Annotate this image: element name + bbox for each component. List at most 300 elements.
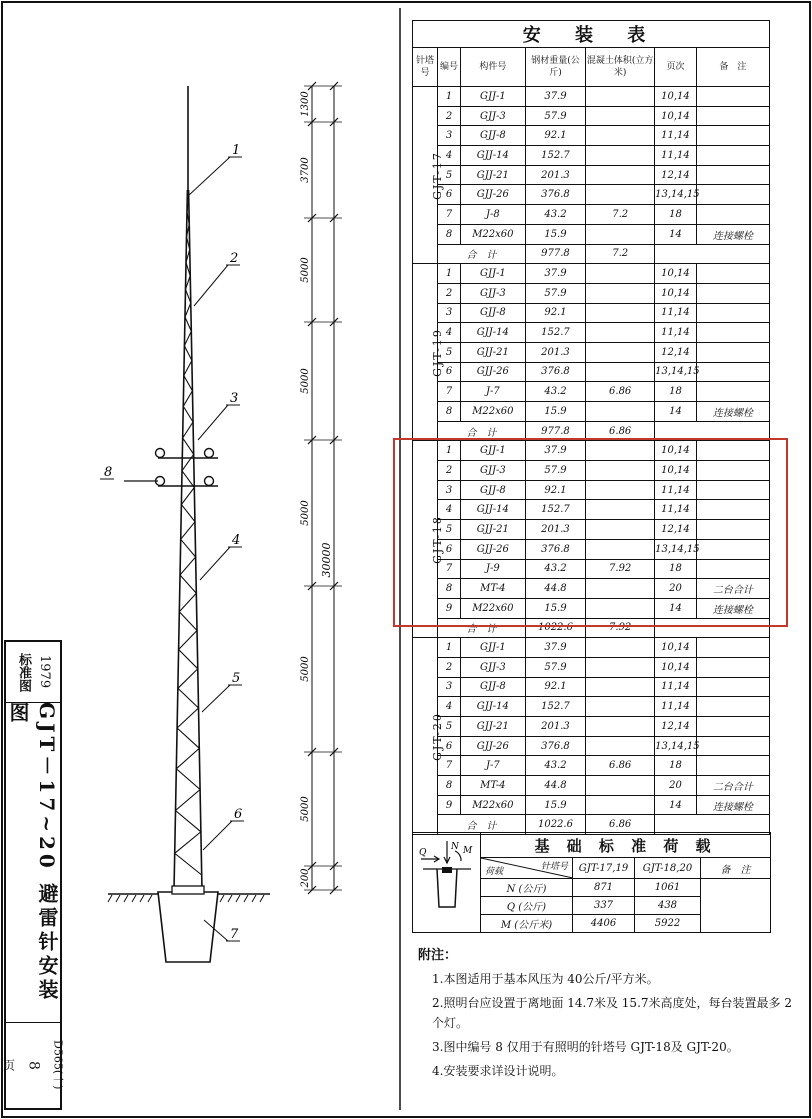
page-ref: 18 — [655, 382, 697, 402]
base-plate — [172, 886, 204, 894]
part-number: GJJ-3 — [461, 461, 526, 481]
part-labels — [100, 143, 244, 942]
page-ref: 12,14 — [655, 717, 697, 737]
col-gjt-17-19: GJT-17,19 — [573, 858, 635, 879]
remark: 二台合计 — [696, 579, 769, 599]
page-ref: 12,14 — [655, 520, 697, 540]
remark — [696, 677, 769, 697]
tower-code: GJT-20 — [430, 711, 444, 761]
steel-weight: 37.9 — [525, 441, 586, 461]
concrete-volume — [586, 795, 655, 815]
item-number: 8 — [438, 776, 461, 796]
steel-weight: 57.9 — [525, 657, 586, 677]
item-number: 8 — [438, 579, 461, 599]
row-label-n: N (公斤) — [481, 879, 573, 897]
page-ref: 11,14 — [655, 697, 697, 717]
concrete-volume — [586, 342, 655, 362]
ground-hatch — [244, 895, 248, 902]
page-ref: 10,14 — [655, 106, 697, 126]
steel-weight: 92.1 — [525, 126, 586, 146]
drawing-code: D565(一) — [51, 1040, 65, 1090]
page-ref: 11,14 — [655, 480, 697, 500]
notes-heading: 附注： — [418, 948, 458, 963]
part-number: M22x60 — [461, 402, 526, 422]
row-label-m: M (公斤米) — [481, 915, 573, 933]
steel-weight: 376.8 — [525, 539, 586, 559]
table-row — [413, 657, 770, 677]
remark — [696, 657, 769, 677]
lamp-icon — [156, 449, 165, 458]
col-number: 编号 — [438, 48, 461, 87]
steel-weight: 43.2 — [525, 756, 586, 776]
steel-weight: 376.8 — [525, 736, 586, 756]
row-label-q: Q (公斤) — [481, 897, 573, 915]
concrete-volume: 7.92 — [586, 559, 655, 579]
leader-line — [202, 685, 230, 712]
table-row — [413, 342, 770, 362]
concrete-volume — [586, 264, 655, 284]
ground-hatch — [108, 895, 112, 902]
install-table — [412, 20, 770, 835]
remark — [696, 382, 769, 402]
page-ref: 10,14 — [655, 87, 697, 107]
part-number: GJJ-26 — [461, 362, 526, 382]
item-number: 3 — [438, 126, 461, 146]
part-number-label: 2 — [230, 251, 239, 266]
n-remark — [701, 879, 771, 933]
code-cell — [1, 1022, 65, 1108]
steel-weight: 43.2 — [525, 559, 586, 579]
part-number: MT-4 — [461, 579, 526, 599]
part-number: GJJ-8 — [461, 303, 526, 323]
concrete-volume: 6.86 — [586, 756, 655, 776]
q-value-17-19: 337 — [573, 897, 635, 915]
part-number: GJJ-8 — [461, 126, 526, 146]
item-number: 3 — [438, 303, 461, 323]
part-number-label: 8 — [104, 465, 113, 480]
standard-cell — [6, 642, 60, 703]
n-value-18-20: 1061 — [635, 879, 701, 897]
table-row — [413, 87, 770, 107]
page-ref: 14 — [655, 402, 697, 422]
item-number: 6 — [438, 736, 461, 756]
q-value-18-20: 438 — [635, 897, 701, 915]
item-number: 2 — [438, 461, 461, 481]
part-number: J-8 — [461, 205, 526, 225]
notes-section — [418, 944, 803, 1085]
table-row — [413, 795, 770, 815]
table-row — [413, 362, 770, 382]
foundation-icon-cell — [413, 833, 481, 933]
lamp-icon — [205, 477, 214, 486]
remark — [696, 323, 769, 343]
table-row — [413, 185, 770, 205]
remark: 连接螺栓 — [696, 224, 769, 244]
n-value-17-19: 871 — [573, 879, 635, 897]
table-row — [413, 283, 770, 303]
part-number: GJJ-26 — [461, 736, 526, 756]
part-number: GJJ-14 — [461, 146, 526, 166]
col-part: 构件号 — [461, 48, 526, 87]
col-gjt-18-20: GJT-18,20 — [635, 858, 701, 879]
item-number: 3 — [438, 677, 461, 697]
part-number-label: 6 — [234, 807, 243, 822]
ground-hatch — [252, 895, 256, 902]
page-ref: 20 — [655, 776, 697, 796]
steel-weight: 57.9 — [525, 461, 586, 481]
concrete-volume — [586, 638, 655, 658]
page-ref: 11,14 — [655, 126, 697, 146]
concrete-volume — [586, 87, 655, 107]
part-number: GJJ-14 — [461, 697, 526, 717]
part-number: GJJ-1 — [461, 264, 526, 284]
steel-weight: 201.3 — [525, 165, 586, 185]
page-ref: 14 — [655, 795, 697, 815]
part-number: J-9 — [461, 559, 526, 579]
steel-weight: 15.9 — [525, 598, 586, 618]
part-number: GJJ-21 — [461, 520, 526, 540]
page-ref: 10,14 — [655, 461, 697, 481]
steel-weight: 92.1 — [525, 303, 586, 323]
total-concrete-volume: 7.2 — [586, 244, 655, 264]
item-number: 2 — [438, 283, 461, 303]
year-label: 1979 — [37, 655, 52, 689]
ground-hatch — [140, 895, 144, 902]
leader-line — [203, 821, 232, 850]
item-number: 6 — [438, 185, 461, 205]
steel-weight: 376.8 — [525, 185, 586, 205]
item-number: 5 — [438, 717, 461, 737]
ground-hatch — [116, 895, 120, 902]
part-number: GJJ-14 — [461, 500, 526, 520]
drawing-title: GJT－17~20 避雷针安装图 — [6, 702, 59, 1003]
page-ref: 13,14,15 — [655, 185, 697, 205]
foundation-block — [158, 892, 218, 962]
item-number: 2 — [438, 106, 461, 126]
segment-dimension: 5000 — [300, 500, 311, 526]
page-ref: 14 — [655, 598, 697, 618]
item-number: 3 — [438, 480, 461, 500]
part-number: MT-4 — [461, 776, 526, 796]
page-ref: 10,14 — [655, 264, 697, 284]
steel-weight: 15.9 — [525, 224, 586, 244]
concrete-volume — [586, 362, 655, 382]
tower-code: GJT-18 — [430, 514, 444, 564]
remark — [696, 303, 769, 323]
table-row — [413, 677, 770, 697]
segment-dimension: 5000 — [300, 796, 311, 822]
page-ref: 10,14 — [655, 638, 697, 658]
page-ref: 11,14 — [655, 146, 697, 166]
steel-weight: 152.7 — [525, 697, 586, 717]
total-concrete-volume: 7.92 — [586, 618, 655, 638]
part-number: GJJ-21 — [461, 342, 526, 362]
col-foundation-remark: 备 注 — [701, 858, 771, 879]
ground-hatch — [124, 895, 128, 902]
m-moment-label: M — [462, 846, 472, 856]
steel-weight: 152.7 — [525, 146, 586, 166]
concrete-volume — [586, 303, 655, 323]
part-number: GJJ-1 — [461, 87, 526, 107]
part-number: GJJ-8 — [461, 677, 526, 697]
part-number: GJJ-21 — [461, 165, 526, 185]
page-ref: 10,14 — [655, 657, 697, 677]
table-row — [413, 126, 770, 146]
steel-weight: 43.2 — [525, 205, 586, 225]
m-value-17-19: 4406 — [573, 915, 635, 933]
concrete-volume — [586, 185, 655, 205]
remark — [696, 185, 769, 205]
total-label: 合 计 — [438, 421, 526, 441]
steel-weight: 15.9 — [525, 795, 586, 815]
part-number: GJJ-26 — [461, 539, 526, 559]
item-number: 4 — [438, 697, 461, 717]
tower-group-label — [413, 638, 444, 835]
item-number: 5 — [438, 165, 461, 185]
remark — [696, 638, 769, 658]
steel-weight: 92.1 — [525, 677, 586, 697]
page-ref: 18 — [655, 756, 697, 776]
page-ref: 12,14 — [655, 342, 697, 362]
dimension-lines — [300, 82, 342, 894]
note-item: 3.图中编号 8 仅用于有照明的针塔号 GJT-18及 GJT-20。 — [432, 1040, 739, 1054]
remark — [696, 717, 769, 737]
page-ref: 11,14 — [655, 323, 697, 343]
remark — [696, 736, 769, 756]
part-number: GJJ-3 — [461, 106, 526, 126]
part-number-label: 3 — [230, 391, 239, 406]
remark — [696, 205, 769, 225]
page-ref: 11,14 — [655, 677, 697, 697]
concrete-volume — [586, 697, 655, 717]
item-number: 8 — [438, 224, 461, 244]
total-label: 合 计 — [438, 815, 526, 835]
item-number: 6 — [438, 539, 461, 559]
total-dimension: 30000 — [320, 542, 333, 578]
remark — [696, 126, 769, 146]
steel-weight: 44.8 — [525, 579, 586, 599]
steel-weight: 57.9 — [525, 106, 586, 126]
steel-weight: 201.3 — [525, 717, 586, 737]
page-ref: 18 — [655, 205, 697, 225]
lightning-rod-tower — [108, 86, 270, 962]
q-force-label: Q — [418, 848, 426, 858]
concrete-volume — [586, 224, 655, 244]
steel-weight: 376.8 — [525, 362, 586, 382]
item-number: 6 — [438, 362, 461, 382]
part-number: GJJ-1 — [461, 441, 526, 461]
part-number: M22x60 — [461, 795, 526, 815]
remark — [696, 697, 769, 717]
steel-weight: 44.8 — [525, 776, 586, 796]
table-row — [413, 756, 770, 776]
part-number: M22x60 — [461, 598, 526, 618]
concrete-volume — [586, 657, 655, 677]
concrete-volume — [586, 717, 655, 737]
steel-weight: 37.9 — [525, 87, 586, 107]
remark: 连接螺栓 — [696, 598, 769, 618]
total-concrete-volume: 6.86 — [586, 815, 655, 835]
corner-top-label: 针塔号 — [540, 862, 568, 872]
item-number: 7 — [438, 382, 461, 402]
concrete-volume: 6.86 — [586, 382, 655, 402]
steel-weight: 37.9 — [525, 264, 586, 284]
segment-dimension: 5000 — [300, 656, 311, 682]
remark — [696, 87, 769, 107]
table-row — [413, 205, 770, 225]
note-item: 4.安装要求详设计说明。 — [432, 1064, 564, 1078]
item-number: 1 — [438, 638, 461, 658]
remark: 连接螺栓 — [696, 795, 769, 815]
note-item: 2.照明台应设置于离地面 14.7米及 15.7米高度处，每台装置最多 2 个灯。 — [432, 996, 792, 1030]
part-number: GJJ-1 — [461, 638, 526, 658]
table-row — [413, 224, 770, 244]
title-block — [1, 640, 65, 1110]
leader-line — [198, 405, 228, 440]
table-row — [413, 106, 770, 126]
foundation-load-table — [412, 832, 771, 933]
total-steel-weight: 1022.6 — [525, 815, 586, 835]
part-number-label: 5 — [232, 671, 241, 686]
ground-hatch — [228, 895, 232, 902]
table-row — [413, 638, 770, 658]
remark — [696, 264, 769, 284]
tower-code: GJT-17 — [430, 150, 444, 200]
remark — [696, 283, 769, 303]
concrete-volume — [586, 402, 655, 422]
concrete-volume — [586, 126, 655, 146]
corner-bottom-label: 荷载 — [485, 867, 504, 877]
steel-weight: 57.9 — [525, 283, 586, 303]
table-row — [413, 736, 770, 756]
item-number: 1 — [438, 264, 461, 284]
page-ref: 10,14 — [655, 441, 697, 461]
table-row — [413, 303, 770, 323]
steel-weight: 152.7 — [525, 500, 586, 520]
total-steel-weight: 977.8 — [525, 244, 586, 264]
col-page: 页次 — [655, 48, 697, 87]
table-row — [413, 323, 770, 343]
table-row — [413, 264, 770, 284]
n-force-label: N — [450, 842, 459, 852]
col-remark: 备 注 — [696, 48, 769, 87]
total-steel-weight: 977.8 — [525, 421, 586, 441]
item-number: 4 — [438, 323, 461, 343]
drawing-title-cell — [6, 702, 60, 1023]
concrete-volume — [586, 165, 655, 185]
remark — [696, 756, 769, 776]
remark — [696, 106, 769, 126]
table-row — [413, 402, 770, 422]
ground-hatch — [132, 895, 136, 902]
item-number: 4 — [438, 500, 461, 520]
steel-weight: 92.1 — [525, 480, 586, 500]
steel-weight: 15.9 — [525, 402, 586, 422]
concrete-volume — [586, 776, 655, 796]
gjt-18-highlight-box — [393, 438, 788, 627]
item-number: 2 — [438, 657, 461, 677]
steel-weight: 43.2 — [525, 382, 586, 402]
foundation-force-icon — [417, 837, 477, 925]
segment-dimension: 3700 — [300, 157, 311, 183]
m-value-18-20: 5922 — [635, 915, 701, 933]
leader-line — [200, 547, 230, 580]
steel-weight: 37.9 — [525, 638, 586, 658]
total-steel-weight: 1022.6 — [525, 618, 586, 638]
page-ref: 20 — [655, 579, 697, 599]
item-number: 8 — [438, 402, 461, 422]
page-label: 页 — [1, 1059, 16, 1071]
segment-dimension: 1300 — [300, 91, 311, 117]
remark: 连接螺栓 — [696, 402, 769, 422]
item-number: 9 — [438, 795, 461, 815]
part-number: GJJ-21 — [461, 717, 526, 737]
tower-code: GJT-19 — [430, 327, 444, 377]
table-row — [413, 146, 770, 166]
concrete-volume: 7.2 — [586, 205, 655, 225]
remark — [696, 362, 769, 382]
col-tower: 针塔号 — [413, 48, 438, 87]
remark — [696, 165, 769, 185]
page-ref: 13,14,15 — [655, 362, 697, 382]
ground-hatch — [260, 895, 264, 902]
segment-dimension: 5000 — [300, 257, 311, 283]
item-number: 7 — [438, 559, 461, 579]
leader-line — [188, 157, 230, 196]
steel-weight: 201.3 — [525, 342, 586, 362]
item-number: 9 — [438, 598, 461, 618]
ground-hatch — [236, 895, 240, 902]
leader-line — [194, 265, 228, 306]
page-ref: 18 — [655, 559, 697, 579]
part-number: GJJ-26 — [461, 185, 526, 205]
install-table-title: 安 装 表 — [413, 21, 770, 48]
item-number: 7 — [438, 756, 461, 776]
concrete-volume — [586, 323, 655, 343]
table-row — [413, 382, 770, 402]
corner-cell — [481, 858, 573, 879]
col-concrete-volume: 混凝土体积(立方米) — [586, 48, 655, 87]
total-blank — [655, 244, 770, 264]
item-number: 7 — [438, 205, 461, 225]
segment-dimension: 5000 — [300, 368, 311, 394]
page-ref: 12,14 — [655, 165, 697, 185]
remark — [696, 342, 769, 362]
page-ref: 11,14 — [655, 500, 697, 520]
part-number: GJJ-14 — [461, 323, 526, 343]
page-ref: 13,14,15 — [655, 539, 697, 559]
steel-weight: 152.7 — [525, 323, 586, 343]
part-number: J-7 — [461, 382, 526, 402]
part-number: M22x60 — [461, 224, 526, 244]
item-number: 1 — [438, 441, 461, 461]
table-row — [413, 717, 770, 737]
remark: 二台合计 — [696, 776, 769, 796]
concrete-volume — [586, 283, 655, 303]
steel-weight: 201.3 — [525, 520, 586, 540]
item-number: 4 — [438, 146, 461, 166]
part-number: J-7 — [461, 756, 526, 776]
table-row — [413, 776, 770, 796]
part-number: GJJ-3 — [461, 283, 526, 303]
remark — [696, 146, 769, 166]
table-row — [413, 697, 770, 717]
total-row — [413, 244, 770, 264]
concrete-volume — [586, 146, 655, 166]
page-ref: 14 — [655, 224, 697, 244]
part-number: GJJ-8 — [461, 480, 526, 500]
part-number-label: 7 — [230, 927, 239, 942]
